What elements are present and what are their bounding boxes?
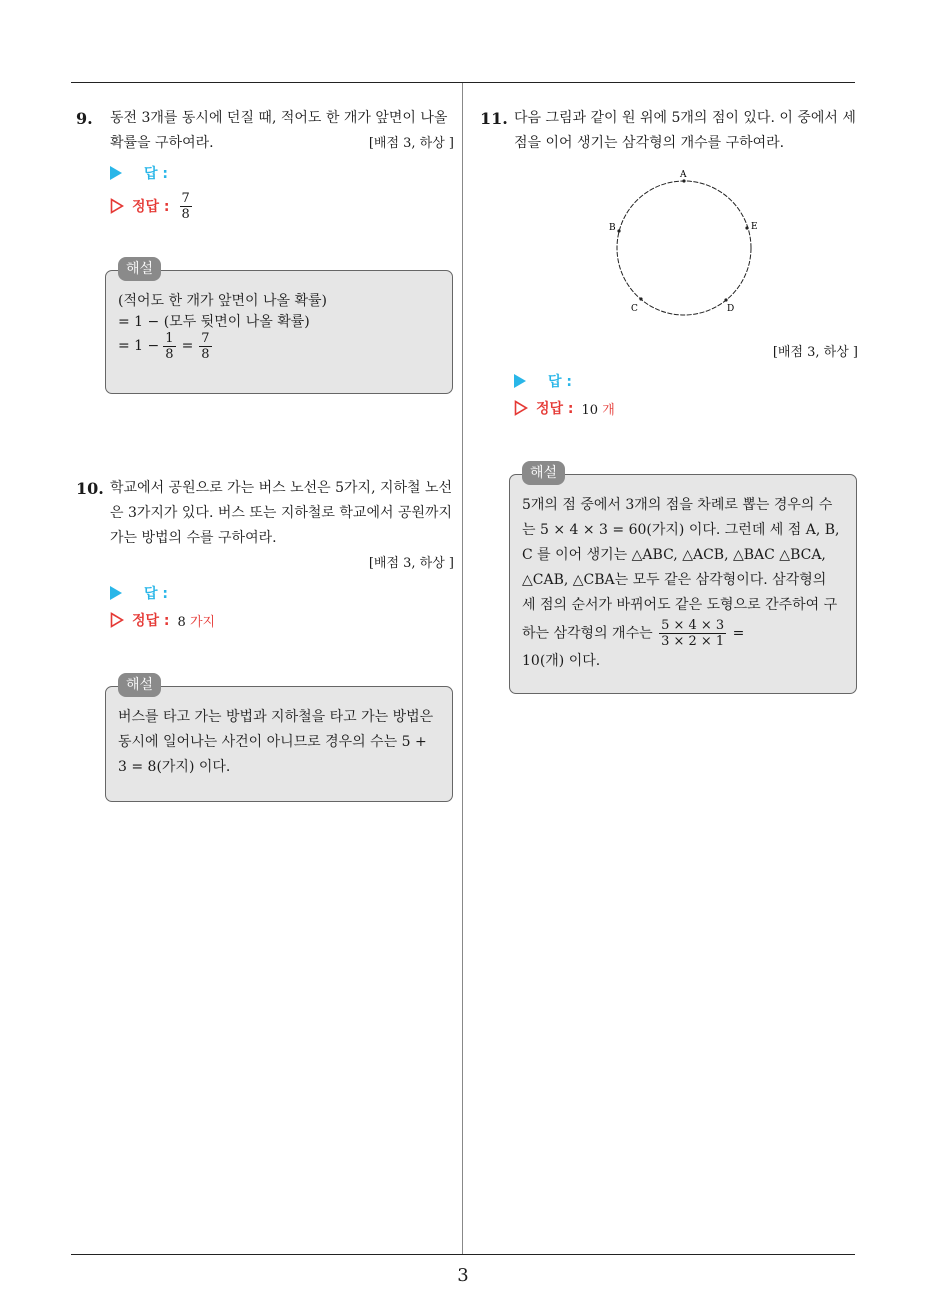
point-b — [617, 229, 620, 232]
answer-row — [110, 581, 168, 605]
outline-triangle-icon — [110, 198, 124, 214]
label-a: A — [680, 170, 687, 180]
column-divider — [462, 83, 463, 1254]
explanation-box-11 — [509, 465, 857, 694]
fraction: $\frac{7}{8}$ — [201, 331, 210, 362]
problem-11 — [480, 106, 858, 156]
label-d: D — [727, 304, 735, 314]
correct-answer-row — [110, 188, 194, 224]
explanation-tag: 해설 — [118, 673, 161, 697]
play-icon — [514, 374, 526, 388]
explanation-line: = 1 − $\frac{1}{8}$ = $\frac{7}{8}$ — [118, 331, 210, 362]
problem-number: 11. — [480, 109, 508, 128]
explanation-tag: 해설 — [118, 257, 161, 281]
bottom-rule — [71, 1254, 855, 1255]
answer-value: 8 가지 — [177, 614, 216, 630]
play-icon — [110, 586, 122, 600]
problem-number: 10. — [76, 479, 104, 498]
correct-answer-row — [514, 396, 615, 420]
answer-label: 답 : — [548, 374, 572, 390]
play-icon — [110, 166, 122, 180]
point-e — [745, 226, 748, 229]
problem-number: 9. — [76, 109, 93, 128]
outline-triangle-icon — [110, 612, 124, 628]
problem-9 — [76, 106, 454, 156]
answer-row — [514, 369, 572, 393]
outline-triangle-icon — [514, 400, 528, 416]
explanation-text: 버스를 타고 가는 방법과 지하철을 타고 가는 방법은 동시에 일어나는 사건이 아니므로 경우의 수는 5 + 3 = 8(가지) 이다. — [118, 709, 434, 775]
explanation-line: = 1 − (모두 뒷면이 나올 확률) — [118, 314, 310, 330]
answer-label: 답 : — [144, 586, 168, 602]
page-number: 3 — [457, 1265, 469, 1286]
problem-11-score — [480, 340, 858, 365]
fraction: $\frac{1}{8}$ — [165, 331, 174, 362]
problem-score: [배점 3, 하상 ] — [368, 556, 454, 571]
answer-label: 답 : — [144, 166, 168, 182]
top-rule — [71, 82, 855, 83]
label-c: C — [631, 304, 638, 314]
problem-score: [배점 3, 하상 ] — [368, 136, 454, 151]
correct-answer-label: 정답 : — [132, 199, 170, 215]
answer-fraction: $\frac{7}{8}$ — [181, 190, 190, 222]
explanation-box-10 — [105, 677, 453, 802]
label-b: B — [609, 223, 616, 233]
problem-10 — [76, 476, 454, 576]
problem-text: 학교에서 공원으로 가는 버스 노선은 5가지, 지하철 노선은 3가지가 있다. 버스 또는 지하철로 학교에서 공원까지 가는 방법의 수를 구하여라. — [110, 480, 453, 546]
problem-score: [배점 3, 하상 ] — [772, 345, 858, 360]
circle-diagram — [600, 165, 770, 325]
answer-row — [110, 161, 168, 185]
correct-answer-row — [110, 608, 215, 632]
correct-answer-label: 정답 : — [536, 401, 574, 417]
explanation-line: (적어도 한 개가 앞면이 나올 확률) — [118, 293, 327, 309]
problem-text: 다음 그림과 같이 원 위에 5개의 점이 있다. 이 중에서 세 점을 이어 생기는 삼각형의 개수를 구하여라. — [514, 110, 856, 151]
explanation-box-9 — [105, 261, 453, 394]
explanation-tag: 해설 — [522, 461, 565, 485]
circle — [617, 181, 751, 315]
point-c — [639, 297, 642, 300]
label-e: E — [751, 222, 758, 232]
problem-text: 동전 3개를 동시에 던질 때, 적어도 한 개가 앞면이 나올 확률을 구하여라. — [110, 110, 448, 151]
fraction: $\frac{5 \times 4 \times 3}{3 \times 2 \times 1}$ — [661, 618, 725, 649]
correct-answer-label: 정답 : — [132, 613, 170, 629]
explanation-text: 5개의 점 중에서 3개의 점을 차례로 뽑는 경우의 수는 5 × 4 × 3 = 60(가지) 이다. 그런데 세 점 A, B, C 를 이어 생기는 △ABC, △ACB, △BAC △BCA, △CAB, △CBA는 모두 같은 삼각형이다. 삼각형의 세 점의 순서가 바뀌어도 같은 도형으로 간주하여 구하는 삼각형의 개수는 $\frac{5 \times 4 \times 3}{3 \times 2 \times 1}$ = 10(개) 이다. — [522, 497, 840, 669]
answer-value: 10 개 — [581, 402, 615, 418]
point-d — [724, 298, 727, 301]
